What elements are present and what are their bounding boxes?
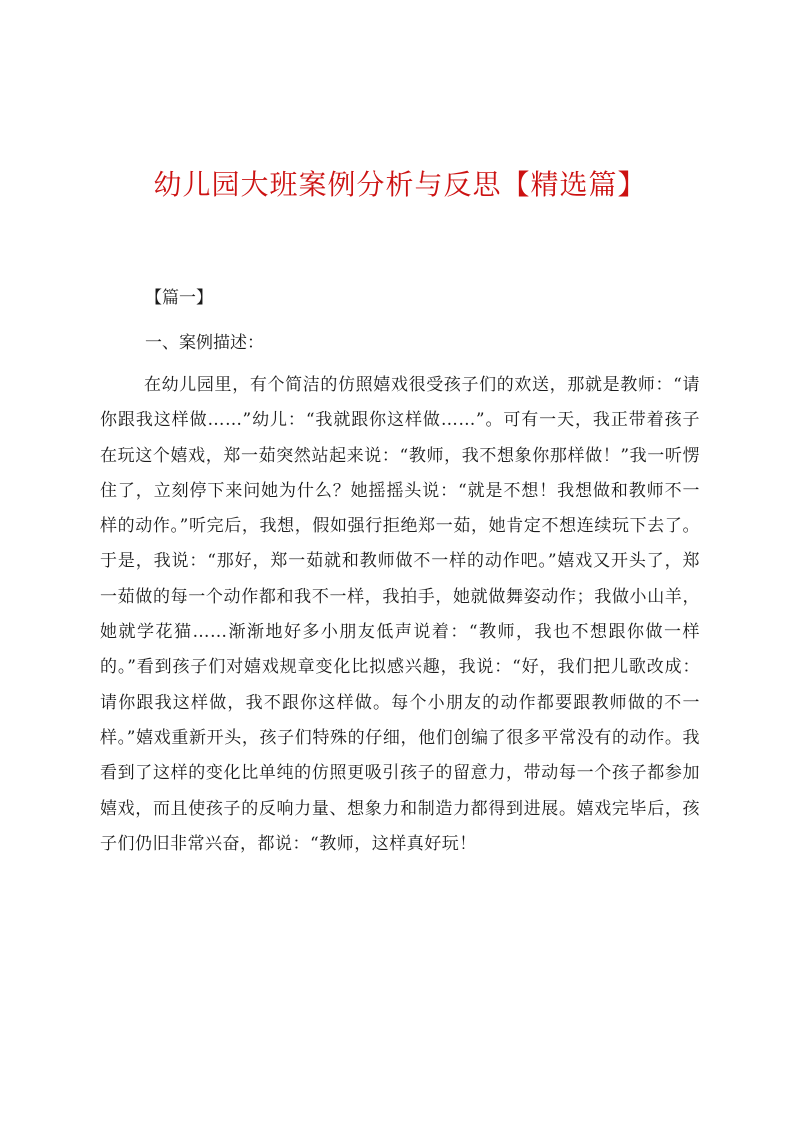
section-label: 【篇一】	[145, 288, 213, 308]
case-description-heading: 一、案例描述：	[145, 333, 264, 353]
case-description-paragraph: 在幼儿园里，有个简洁的仿照嬉戏很受孩子们的欢送，那就是教师：“请你跟我这样做……”幼儿：“我就跟你这样做……”。可有一天，我正带着孩子在玩这个嬉戏，郑一茹突然站起来说：“教师，我不想象你那样做！”我一听愣住了，立刻停下来问她为什么？她摇摇头说：“就是不想！我想做和教师不一样的动作。”听完后，我想，假如强行拒绝郑一茹，她肯定不想连续玩下去了。于是，我说：“那好，郑一茹就和教师做不一样的动作吧。”嬉戏又开头了，郑一茹做的每一个动作都和我不一样，我拍手，她就做舞姿动作；我做小山羊，她就学花猫……渐渐地好多小朋友低声说着：“教师，我也不想跟你做一样的。”看到孩子们对嬉戏规章变化比拟感兴趣，我说：“好，我们把儿歌改成：请你跟我这样做，我不跟你这样做。每个小朋友的动作都要跟教师做的不一样。”嬉戏重新开头，孩子们特殊的仔细，他们创编了很多平常没有的动作。我看到了这样的变化比单纯的仿照更吸引孩子的留意力，带动每一个孩子都参加嬉戏，而且使孩子的反响力量、想象力和制造力都得到进展。嬉戏完毕后，孩子们仍旧非常兴奋，都说：“教师，这样真好玩！	[100, 375, 700, 854]
document-title: 幼儿园大班案例分析与反思【精选篇】	[153, 168, 647, 201]
